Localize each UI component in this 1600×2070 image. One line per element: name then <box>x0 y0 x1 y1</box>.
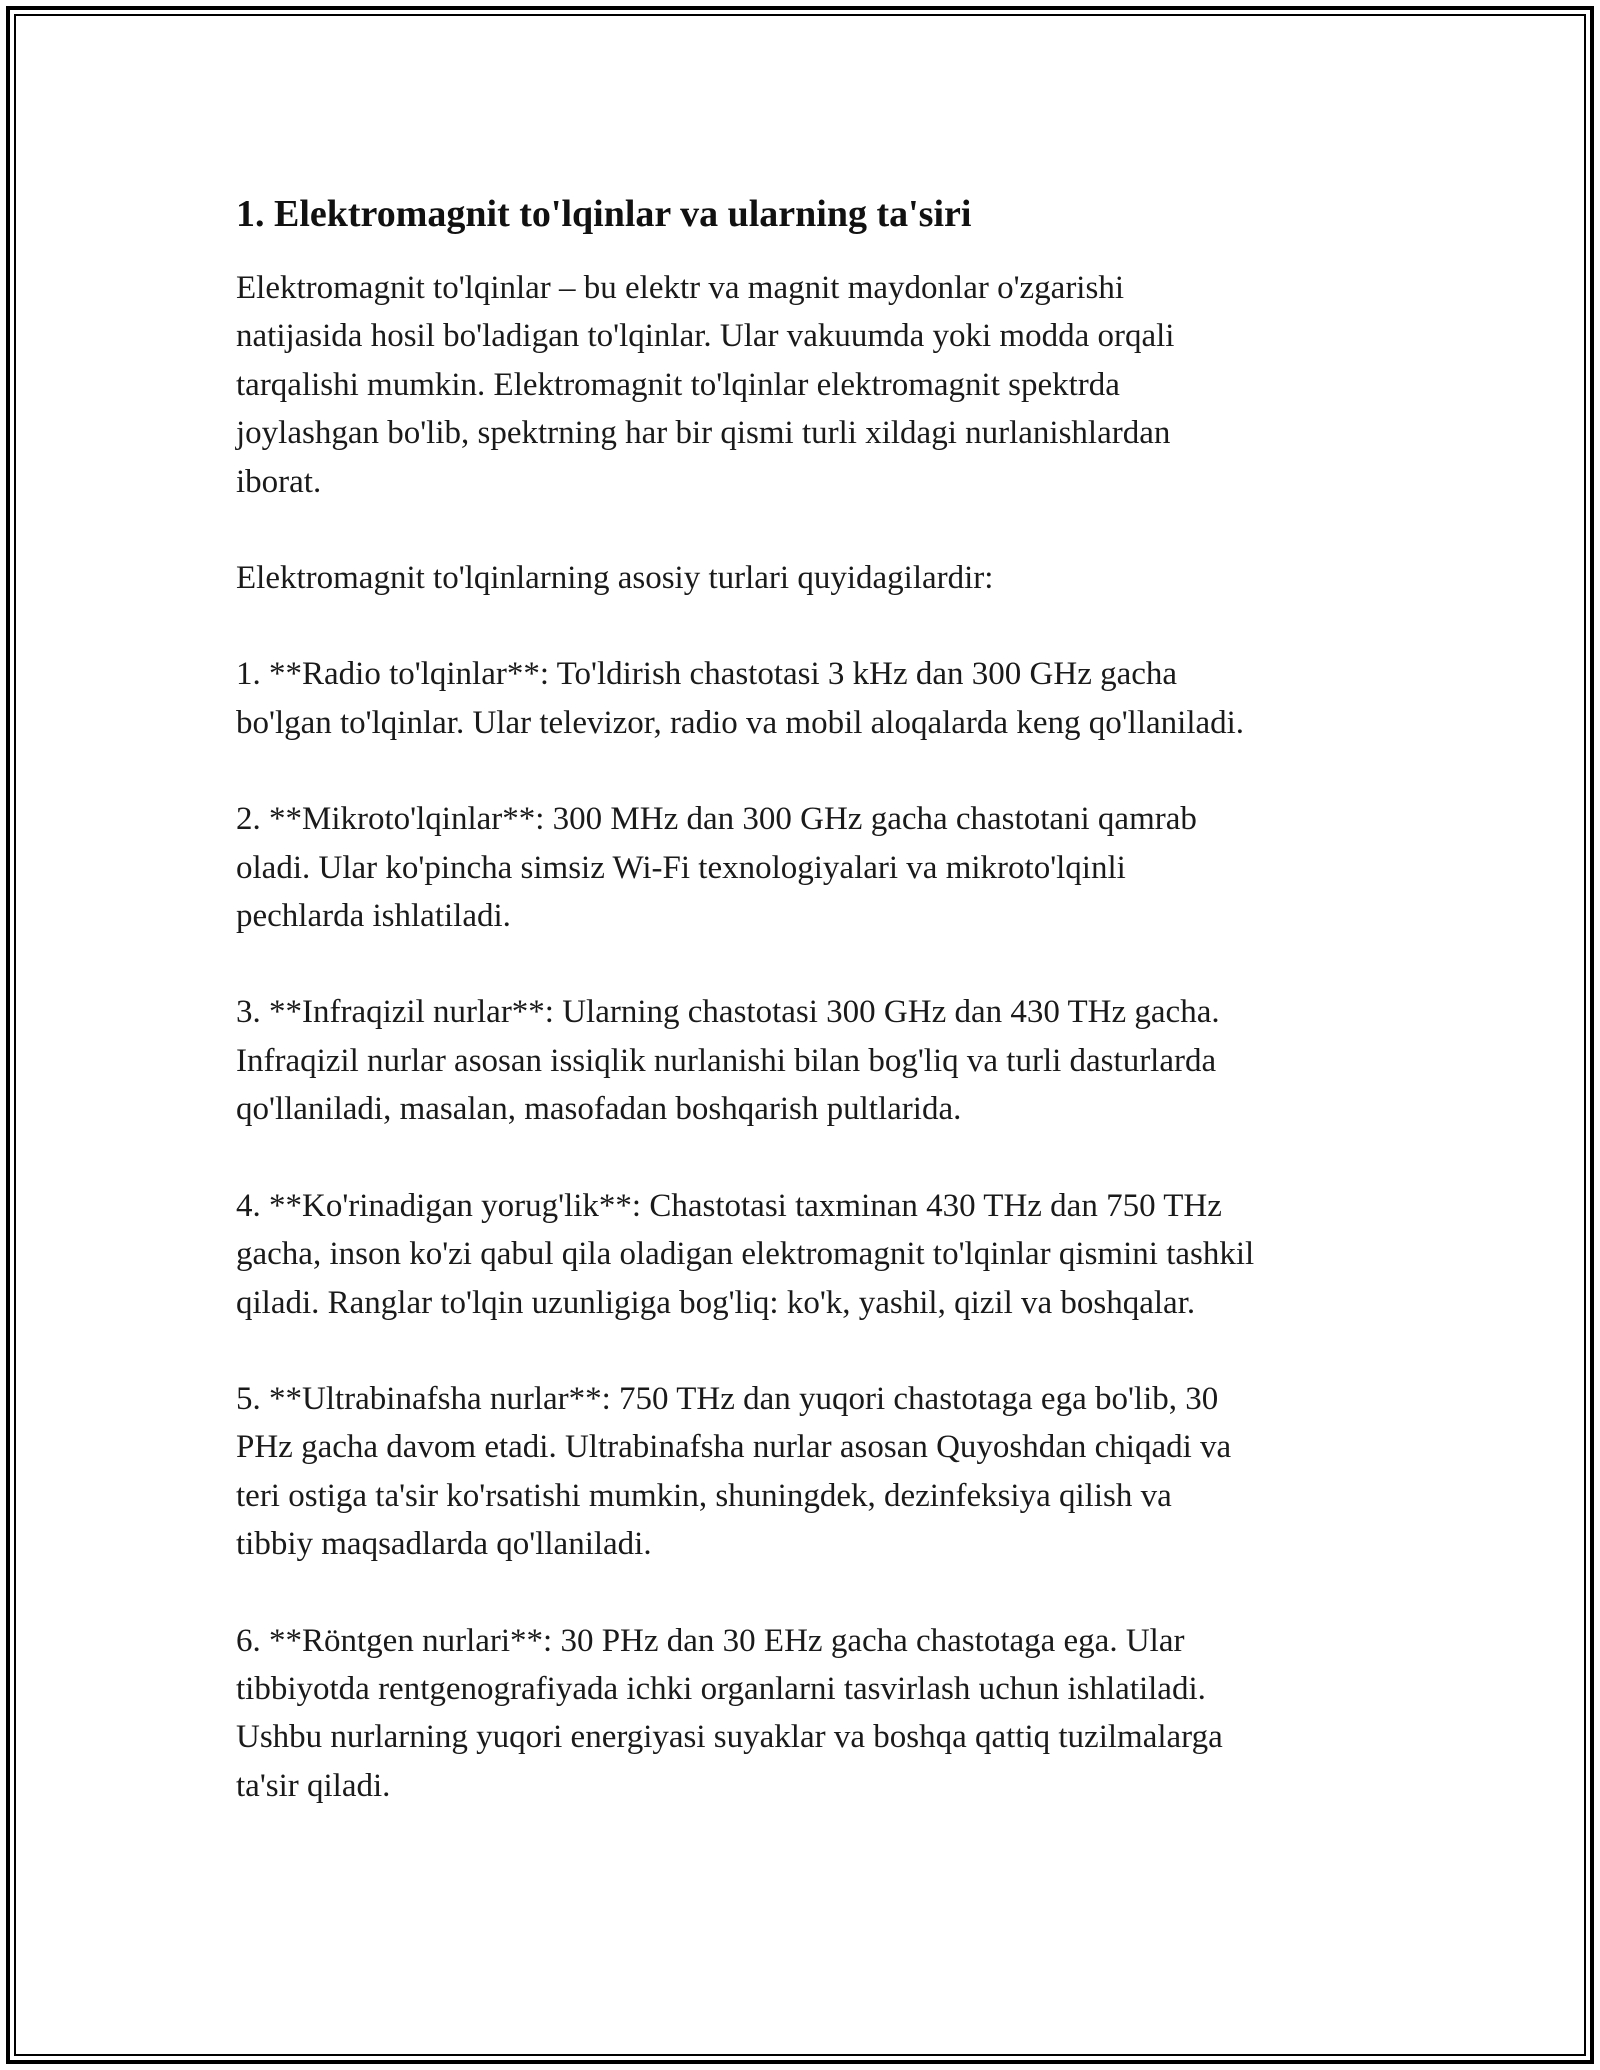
list-item-ultraviolet: 5. **Ultrabinafsha nurlar**: 750 THz dan yuqori chastotaga ega bo'lib, 30 PHz gacha davom etadi. Ultrabinafsha nurlar asosan Quyoshdan chiqadi va teri ostiga ta'sir ko'rsatishi mumkin, shuningdek, dezinfeksiya qilish va tibbiy maqsadlarda qo'llaniladi. <box>236 1380 1232 1563</box>
list-item-x-rays: 6. **Röntgen nurlari**: 30 PHz dan 30 EHz gacha chastotaga ega. Ular tibbiyotda rentgenografiyada ichki organlarni tasvirlash uchun ishlatiladi. Ushbu nurlarning yuqori energiyasi suyaklar va boshqa qattiq tuzilmalarga ta'sir qiladi. <box>236 1622 1223 1804</box>
document-body <box>236 186 1386 1810</box>
list-item-radio-waves: 1. **Radio to'lqinlar**: To'ldirish chastotasi 3 kHz dan 300 GHz gacha bo'lgan to'lqinlar. Ular televizor, radio va mobil aloqalarda keng qo'llaniladi. <box>236 656 1245 741</box>
document-title: 1. Elektromagnit to'lqinlar va ularning ta'siri <box>236 193 972 235</box>
intro-paragraph: Elektromagnit to'lqinlar – bu elektr va magnit maydonlar o'zgarishi natijasida hosil bo'ladigan to'lqinlar. Ular vakuumda yoki modda orqali tarqalishi mumkin. Elektromagnit to'lqinlar elektromagnit spektrda joylashgan bo'lib, spektrning har bir qismi turli xildagi nurlanishlardan iborat. <box>236 270 1175 500</box>
list-item-infrared: 3. **Infraqizil nurlar**: Ularning chastotasi 300 GHz dan 430 THz gacha. Infraqizil nurlar asosan issiqlik nurlanishi bilan bog'liq va turli dasturlarda qo'llaniladi, masalan, masofadan boshqarish pultlarida. <box>236 994 1220 1128</box>
types-heading-paragraph: Elektromagnit to'lqinlarning asosiy turlari quyidagilardir: <box>236 560 994 597</box>
list-item-visible-light: 4. **Ko'rinadigan yorug'lik**: Chastotasi taxminan 430 THz dan 750 THz gacha, inson ko'zi qabul qila oladigan elektromagnit to'lqinlar qismini tashkil qiladi. Ranglar to'lqin uzunligiga bog'liq: ko'k, yashil, qizil va boshqalar. <box>236 1187 1255 1321</box>
list-item-microwaves: 2. **Mikroto'lqinlar**: 300 MHz dan 300 GHz gacha chastotani qamrab oladi. Ular ko'pincha simsiz Wi-Fi texnologiyalari va mikroto'lqinli pechlarda ishlatiladi. <box>236 801 1197 935</box>
